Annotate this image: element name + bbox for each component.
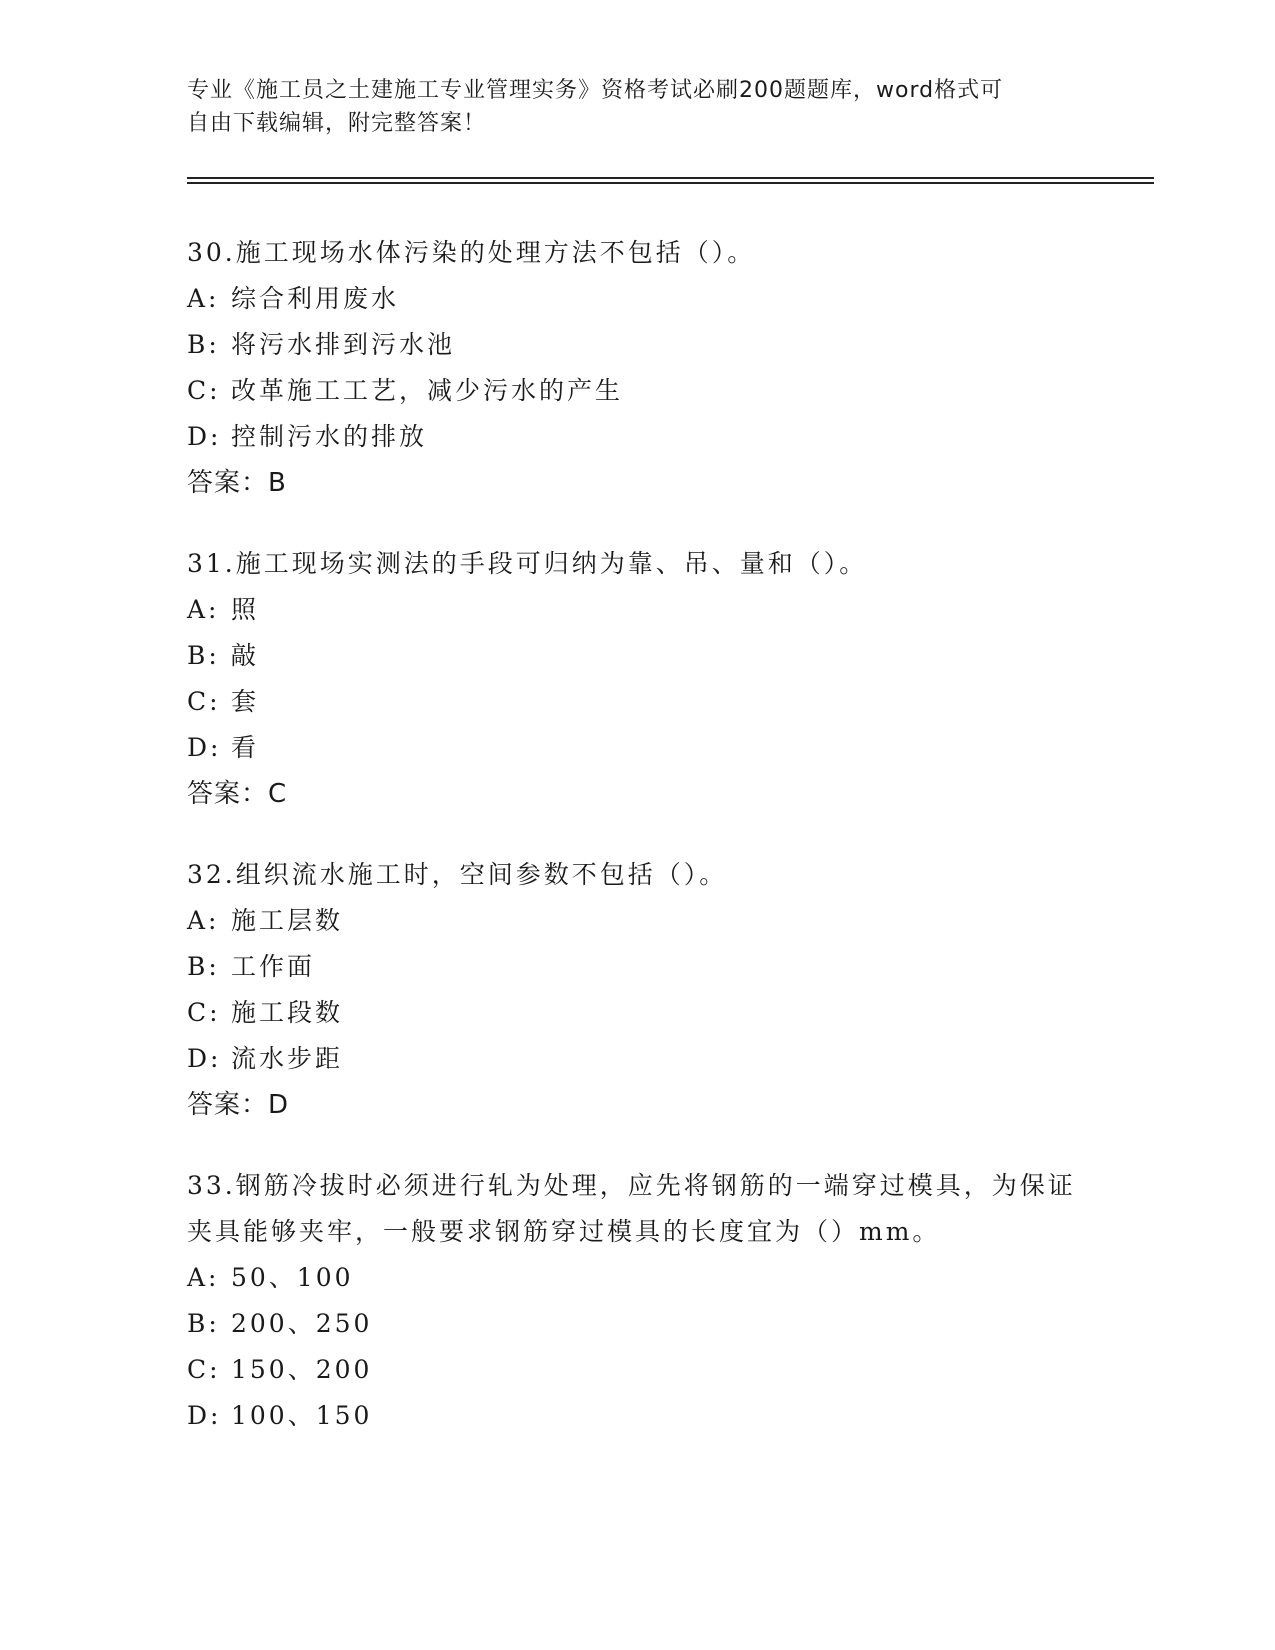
option-letter: D: bbox=[187, 1044, 222, 1073]
question-stem: 30.施工现场水体污染的处理方法不包括（）。 bbox=[187, 238, 756, 267]
question-31 bbox=[187, 541, 1087, 817]
header-divider-bottom bbox=[187, 182, 1154, 184]
option-letter: C: bbox=[187, 998, 221, 1027]
option-letter: A: bbox=[187, 284, 220, 313]
question-33 bbox=[187, 1163, 1087, 1439]
option-text: 改革施工工艺，减少污水的产生 bbox=[231, 376, 624, 405]
answer-line: 答案：B bbox=[187, 468, 287, 498]
option-text: 控制污水的排放 bbox=[231, 422, 428, 451]
option-text: 照 bbox=[231, 595, 260, 624]
option-letter: D: bbox=[187, 733, 222, 762]
option-letter: B: bbox=[187, 1309, 220, 1338]
option-text: 施工层数 bbox=[231, 906, 344, 935]
option-letter: D: bbox=[187, 422, 222, 451]
option-letter: B: bbox=[187, 330, 220, 359]
question-stem: 32.组织流水施工时，空间参数不包括（）。 bbox=[187, 860, 728, 889]
option-b bbox=[187, 322, 1087, 368]
option-a bbox=[187, 587, 1087, 633]
header-line-2: 自由下载编辑，附完整答案！ bbox=[187, 111, 487, 136]
option-letter: B: bbox=[187, 641, 220, 670]
option-text: 套 bbox=[231, 687, 260, 716]
option-d bbox=[187, 1036, 1087, 1082]
option-letter: C: bbox=[187, 376, 221, 405]
option-letter: A: bbox=[187, 1263, 220, 1292]
option-text: 200、250 bbox=[231, 1309, 373, 1338]
option-d bbox=[187, 414, 1087, 460]
option-letter: A: bbox=[187, 595, 220, 624]
option-text: 看 bbox=[231, 733, 260, 762]
option-text: 将污水排到污水池 bbox=[231, 330, 456, 359]
option-b bbox=[187, 1301, 1087, 1347]
option-c bbox=[187, 679, 1087, 725]
question-stem: 33.钢筋冷拔时必须进行轧为处理，应先将钢筋的一端穿过模具，为保证夹具能够夹牢，一般要求钢筋穿过模具的长度宜为（）mm。 bbox=[187, 1171, 1076, 1246]
answer-line: 答案：C bbox=[187, 779, 288, 809]
option-c bbox=[187, 1347, 1087, 1393]
question-30 bbox=[187, 230, 1087, 506]
document-header bbox=[187, 74, 1087, 140]
answer-line: 答案：D bbox=[187, 1090, 290, 1120]
option-text: 100、150 bbox=[231, 1401, 373, 1430]
option-text: 施工段数 bbox=[231, 998, 344, 1027]
option-text: 流水步距 bbox=[231, 1044, 344, 1073]
option-letter: A: bbox=[187, 906, 220, 935]
option-letter: D: bbox=[187, 1401, 222, 1430]
option-c bbox=[187, 990, 1087, 1036]
option-letter: C: bbox=[187, 687, 221, 716]
option-c bbox=[187, 368, 1087, 414]
header-line-1: 专业《施工员之土建施工专业管理实务》资格考试必刷200题题库，word格式可 bbox=[187, 78, 1004, 103]
option-a bbox=[187, 1255, 1087, 1301]
header-divider-top bbox=[187, 177, 1154, 179]
option-text: 50、100 bbox=[231, 1263, 354, 1292]
question-stem: 31.施工现场实测法的手段可归纳为靠、吊、量和（）。 bbox=[187, 549, 868, 578]
option-text: 综合利用废水 bbox=[231, 284, 400, 313]
option-a bbox=[187, 276, 1087, 322]
option-text: 工作面 bbox=[231, 952, 316, 981]
option-b bbox=[187, 633, 1087, 679]
option-letter: C: bbox=[187, 1355, 221, 1384]
option-d bbox=[187, 1393, 1087, 1439]
option-a bbox=[187, 898, 1087, 944]
question-32 bbox=[187, 852, 1087, 1128]
option-letter: B: bbox=[187, 952, 220, 981]
option-b bbox=[187, 944, 1087, 990]
option-d bbox=[187, 725, 1087, 771]
option-text: 敲 bbox=[231, 641, 260, 670]
option-text: 150、200 bbox=[231, 1355, 373, 1384]
